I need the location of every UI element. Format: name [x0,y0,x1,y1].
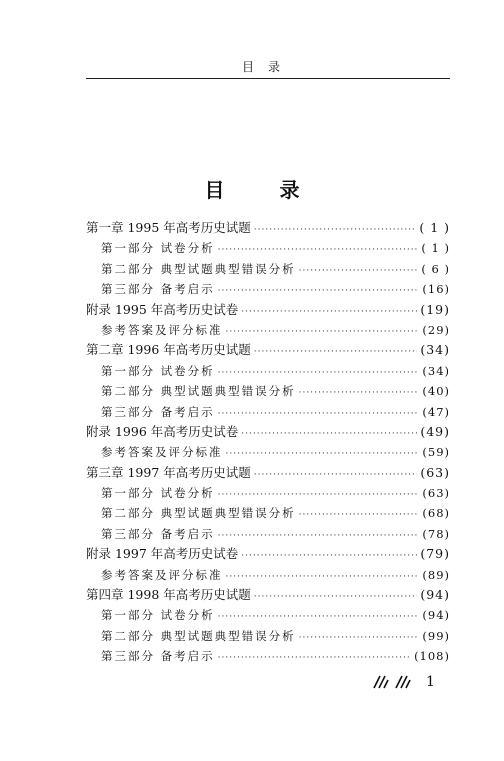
toc-entry-page: (78) [422,526,450,541]
toc-entry-page: (16) [422,282,450,297]
toc-section-entry[interactable] [86,320,450,340]
toc-dot-leader [218,485,420,503]
toc-entry-page: (94) [420,587,450,603]
toc-entry-label: 第一部分 试卷分析 [101,241,215,256]
toc-entry-page: (63) [422,486,450,501]
toc-entry-page: ( 6 ) [421,261,450,276]
toc-entry-page: (63) [420,464,450,480]
toc-entry-label: 第一部分 试卷分析 [101,608,215,623]
toc-dot-leader [254,220,417,238]
running-header: 目录 [241,60,294,74]
toc-entry-label: 第三部分 备考启示 [101,404,215,419]
toc-entry-page: (34) [422,363,450,378]
toc-entry-page: (108) [414,649,450,664]
toc-section-entry[interactable] [86,646,450,666]
toc-section-entry[interactable] [86,259,450,279]
toc-dot-leader [218,404,420,422]
page-number: 1 [426,674,435,690]
toc-entry-page: ( 1 ) [421,241,450,256]
slash-marks-icon [370,675,416,689]
toc-entry-page: (29) [422,322,450,337]
toc-entry-label: 第三部分 备考启示 [101,649,215,664]
toc-dot-leader [218,607,420,625]
toc-entry-label: 第一章 1995 年高考历史试题 [86,220,251,235]
toc-section-entry[interactable] [86,442,450,462]
toc-chapter-entry[interactable] [86,422,450,442]
toc-entry-page: (49) [420,423,450,439]
toc-entry-label: 第一部分 试卷分析 [101,363,215,378]
page-footer [370,671,435,693]
toc-section-entry[interactable] [86,483,450,503]
toc-dot-leader [226,322,420,340]
toc-dot-leader [241,424,417,442]
toc-section-entry[interactable] [86,238,450,258]
toc-entry-label: 第二部分 典型试题典型错误分析 [101,628,296,643]
toc-section-entry[interactable] [86,279,450,299]
toc-section-entry[interactable] [86,381,450,401]
toc-section-entry[interactable] [86,503,450,523]
toc-dot-leader [299,383,420,401]
table-of-contents [86,218,450,667]
toc-entry-page: (40) [422,384,450,399]
toc-dot-leader [254,465,418,483]
toc-dot-leader [218,526,420,544]
toc-entry-label: 参考答案及评分标准 [101,322,223,337]
toc-chapter-entry[interactable] [86,585,450,605]
toc-section-entry[interactable] [86,626,450,646]
toc-entry-label: 第一部分 试卷分析 [101,486,215,501]
toc-dot-leader [226,567,420,585]
toc-dot-leader [226,444,420,462]
toc-dot-leader [254,587,418,605]
toc-entry-label: 第三部分 备考启示 [101,526,215,541]
toc-entry-page: ( 1 ) [419,220,450,235]
toc-chapter-entry[interactable] [86,544,450,564]
toc-chapter-entry[interactable] [86,340,450,360]
toc-dot-leader [299,261,419,279]
toc-dot-leader [218,281,420,299]
toc-entry-page: (34) [420,342,450,358]
toc-dot-leader [299,505,420,523]
toc-section-entry[interactable] [86,565,450,585]
toc-chapter-entry[interactable] [86,300,450,320]
toc-dot-leader [241,546,417,564]
toc-dot-leader [218,363,420,381]
toc-chapter-entry[interactable] [86,218,450,238]
toc-entry-page: (47) [422,404,450,419]
toc-entry-label: 第二部分 典型试题典型错误分析 [101,261,296,276]
header-rule [86,78,450,79]
toc-section-entry[interactable] [86,524,450,544]
toc-section-entry[interactable] [86,361,450,381]
toc-entry-label: 参考答案及评分标准 [101,445,223,460]
toc-dot-leader [218,240,419,258]
toc-entry-page: (19) [420,301,450,317]
toc-entry-label: 第三章 1997 年高考历史试题 [86,464,251,480]
toc-entry-page: (94) [422,608,450,623]
toc-dot-leader [218,648,411,666]
toc-dot-leader [241,302,417,320]
toc-chapter-entry[interactable] [86,463,450,483]
toc-entry-page: (79) [420,546,450,562]
toc-section-entry[interactable] [86,402,450,422]
toc-section-entry[interactable] [86,605,450,625]
toc-entry-page: (89) [422,567,450,582]
toc-dot-leader [254,342,418,360]
toc-entry-page: (99) [422,628,450,643]
page-title: 目 录 [204,178,324,202]
toc-entry-label: 附录 1996 年高考历史试卷 [86,423,239,439]
toc-entry-page: (68) [422,506,450,521]
toc-entry-page: (59) [422,445,450,460]
toc-entry-label: 第二章 1996 年高考历史试题 [86,342,251,358]
toc-entry-label: 第四章 1998 年高考历史试题 [86,587,251,603]
toc-dot-leader [299,628,420,646]
toc-entry-label: 第二部分 典型试题典型错误分析 [101,506,296,521]
toc-entry-label: 附录 1995 年高考历史试卷 [86,301,239,317]
toc-entry-label: 第三部分 备考启示 [101,282,215,297]
toc-entry-label: 第二部分 典型试题典型错误分析 [101,384,296,399]
toc-entry-label: 附录 1997 年高考历史试卷 [86,546,239,562]
toc-entry-label: 参考答案及评分标准 [101,567,223,582]
